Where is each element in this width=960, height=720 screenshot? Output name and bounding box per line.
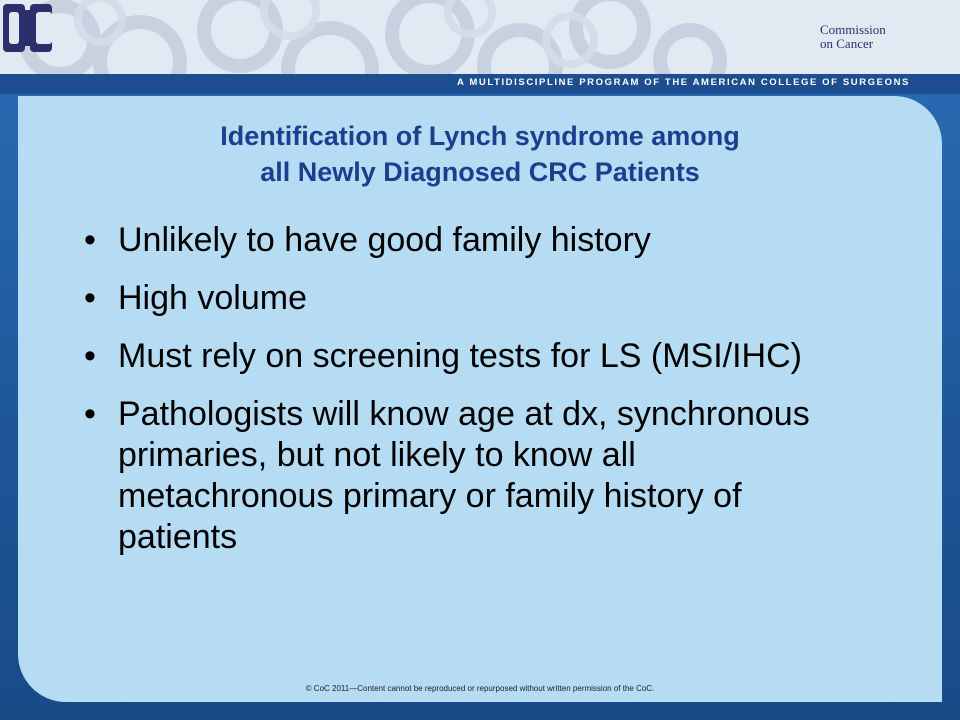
- bullet-item: [80, 336, 840, 377]
- tagline: A MULTIDISCIPLINE PROGRAM OF THE AMERICAN COLLEGE OF SURGEONS: [457, 77, 910, 88]
- slide-content: [18, 96, 942, 702]
- bullet-list: [80, 220, 840, 575]
- slide-title: [18, 118, 942, 190]
- header-banner: [0, 0, 960, 76]
- bullet-icon: •: [84, 279, 96, 317]
- tagline-bar: [0, 74, 960, 94]
- logo-wordmark: [820, 23, 886, 51]
- logo-line-2: on Cancer: [820, 36, 874, 51]
- decorative-swirls: [0, 0, 960, 76]
- bullet-text: Must rely on screening tests for LS (MSI/IHC): [118, 337, 802, 375]
- copyright-footer: © CoC 2011—Content cannot be reproduced or repurposed without written permission of the CoC.: [305, 684, 655, 693]
- bullet-text: Unlikely to have good family history: [118, 221, 651, 259]
- bullet-item: [80, 394, 840, 558]
- logo-line-1: Commission: [820, 22, 886, 37]
- bullet-item: [80, 278, 840, 319]
- bullet-icon: •: [84, 221, 96, 259]
- title-line-2: all Newly Diagnosed CRC Patients: [260, 157, 700, 187]
- bullet-icon: •: [84, 337, 96, 375]
- bullet-text: Pathologists will know age at dx, synchronous primaries, but not likely to know all metachronous primary or family history of patients: [118, 395, 810, 556]
- bullet-icon: •: [84, 395, 96, 433]
- commission-on-cancer-logo-icon: [0, 0, 140, 56]
- bullet-text: High volume: [118, 279, 307, 317]
- bullet-item: [80, 220, 840, 261]
- title-line-1: Identification of Lynch syndrome among: [220, 121, 740, 151]
